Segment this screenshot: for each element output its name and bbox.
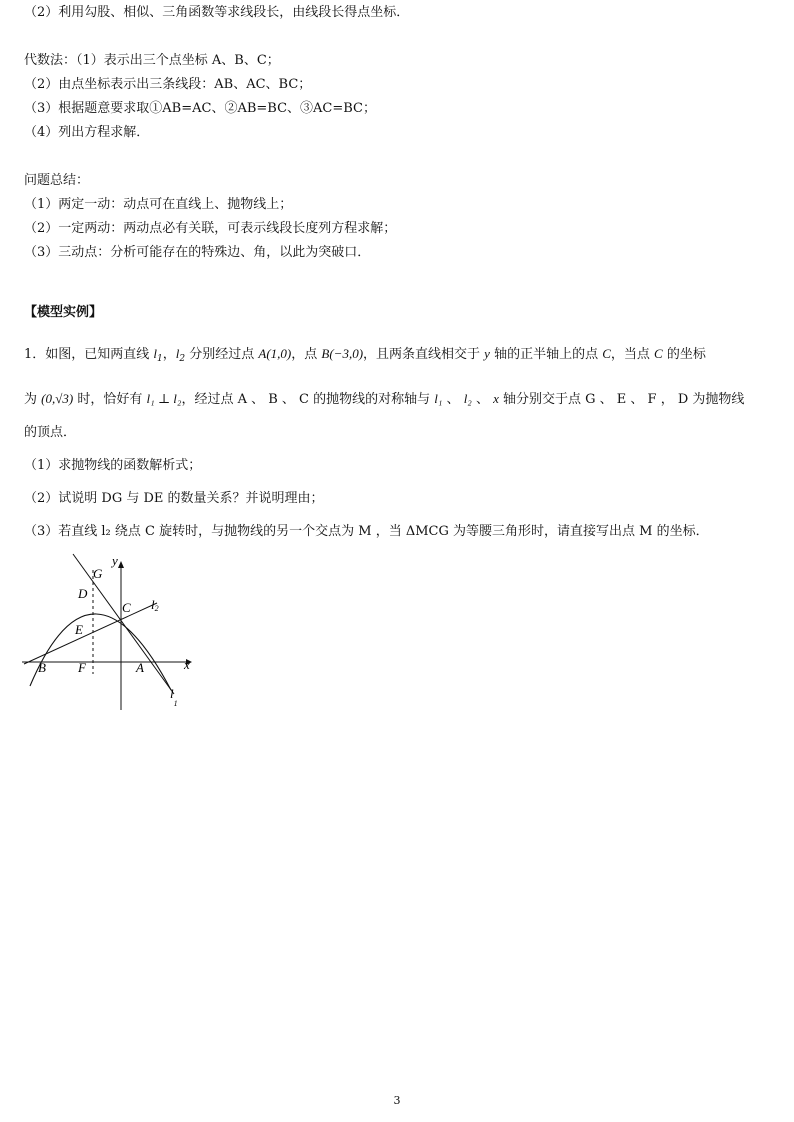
label-l1-letter: l — [170, 686, 174, 701]
question-1: （1）求抛物线的函数解析式； — [24, 458, 202, 473]
p2-text-b: 时，恰好有 — [73, 392, 147, 407]
problem-line-3: 的顶点． — [24, 425, 77, 440]
algebra-step-4: （4）列出方程求解． — [24, 125, 150, 140]
p1-text-f: ，当点 — [610, 347, 655, 362]
p1-text-e: 轴的正半轴上的点 — [489, 347, 603, 362]
p1-text-b: 分别经过点 — [185, 347, 259, 362]
p2-l1: l₁ — [434, 391, 443, 406]
p1-sep: ， — [162, 347, 176, 362]
y-axis-arrow — [118, 561, 124, 568]
p2-text-d: 轴分别交于点 G 、 E 、 F ， D 为抛物线 — [498, 392, 745, 407]
summary-item-3: （3）三动点：分析可能存在的特殊边、角，以此为突破口． — [24, 245, 371, 260]
p2-sep-2: 、 — [471, 392, 494, 407]
p2-perp: l₁ ⊥ l₂ — [146, 391, 182, 406]
question-2: （2）试说明 DG 与 DE 的数量关系？并说明理由； — [24, 491, 324, 506]
p1-l2: l — [175, 346, 180, 361]
p2-text-a: 为 — [24, 392, 42, 407]
label-f: F — [78, 660, 86, 675]
label-e: E — [75, 622, 83, 637]
label-b: B — [38, 660, 46, 675]
page-number: 3 — [393, 1094, 401, 1107]
geometry-figure — [14, 548, 204, 718]
label-l1 — [170, 686, 178, 708]
line-l2 — [24, 603, 157, 664]
problem-line-2 — [24, 390, 744, 409]
label-x: x — [184, 657, 190, 672]
p1-text-c: ，点 — [291, 347, 322, 362]
label-y: y — [112, 553, 118, 568]
label-l2-sub: 2 — [154, 604, 159, 613]
p2-l2: l₂ — [463, 391, 472, 406]
summary-item-1: （1）两定一动：动点可在直线上、抛物线上； — [24, 197, 293, 212]
intro-line: （2）利用勾股、相似、三角函数等求线段长，由线段长得点坐标． — [24, 5, 410, 20]
p1-text-g: 的坐标 — [662, 347, 706, 362]
label-a: A — [136, 660, 144, 675]
algebra-step-3: （3）根据题意要求取①AB=AC、②AB=BC、③AC=BC； — [24, 101, 376, 116]
algebra-step-2: （2）由点坐标表示出三条线段：AB、AC、BC； — [24, 77, 312, 92]
p1-y-axis: y — [484, 346, 490, 361]
p2-coord: (0,√3) — [41, 391, 74, 406]
question-3: （3）若直线 l₂ 绕点 C 旋转时，与抛物线的另一个交点为 M ，当 ΔMCG 为等腰三角形时，请直接写出点 M 的坐标． — [24, 524, 709, 539]
p1-text-a: 1．如图，已知两直线 — [24, 347, 154, 362]
algebra-method-title: 代数法：（1）表示出三个点坐标 A、B、C； — [24, 53, 280, 68]
p2-sep: 、 — [442, 392, 464, 407]
p2-text-c: ，经过点 A 、 B 、 C 的抛物线的对称轴与 — [181, 392, 435, 407]
label-l2 — [151, 597, 159, 613]
problem-line-1 — [24, 345, 706, 368]
summary-title: 问题总结： — [24, 173, 90, 188]
p1-point-c: C — [602, 346, 611, 361]
p1-text-d: ，且两条直线相交于 — [363, 347, 485, 362]
label-c: C — [122, 600, 131, 615]
p1-l1-sub: 1 — [157, 354, 163, 364]
p1-point-a: A(1,0) — [258, 346, 292, 361]
p1-l1: l — [153, 346, 158, 361]
p1-l2-sub: 2 — [179, 354, 186, 364]
label-g: G — [93, 566, 103, 581]
p1-point-c-2: C — [654, 346, 663, 361]
label-d: D — [78, 586, 88, 601]
summary-item-2: （2）一定两动：两动点必有关联，可表示线段长度列方程求解； — [24, 221, 397, 236]
label-l2-letter: l — [151, 597, 155, 612]
line-l1 — [73, 554, 174, 694]
p1-point-b: B(−3,0) — [321, 346, 364, 361]
section-heading: 【模型实例】 — [24, 305, 103, 320]
label-l1-sub: 1 — [173, 699, 178, 708]
p2-x-axis: x — [493, 391, 499, 406]
